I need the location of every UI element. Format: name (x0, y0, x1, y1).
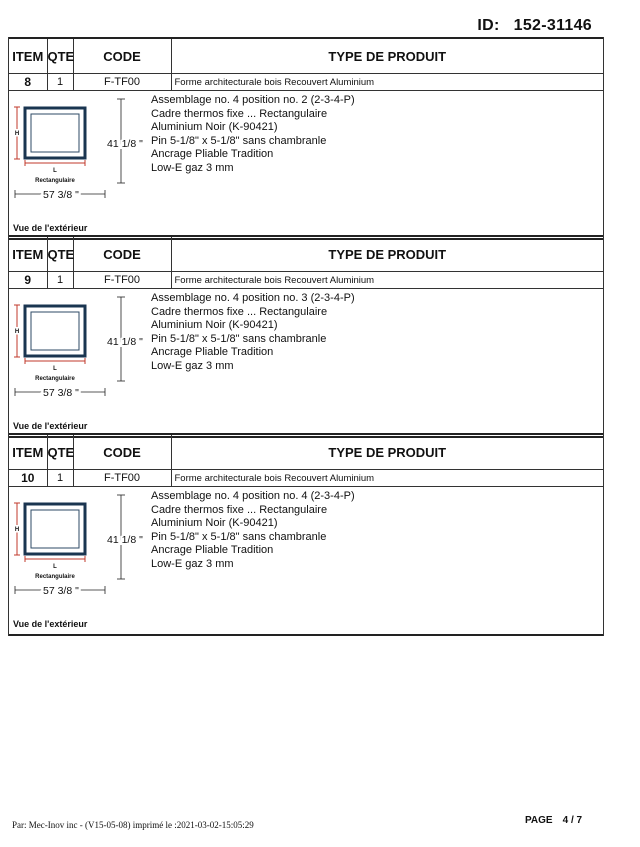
item-type: Forme architecturale bois Recouvert Aluminium (171, 470, 603, 487)
spec-line: Aluminium Noir (K-90421) (151, 121, 278, 134)
window-frame (25, 108, 85, 158)
window-glass (31, 510, 79, 548)
item-type: Forme architecturale bois Recouvert Aluminium (171, 272, 603, 289)
spec-line: Assemblage no. 4 position no. 2 (2-3-4-P) (151, 94, 355, 106)
col-qte-header: QTE (47, 38, 73, 74)
page-label: PAGE (525, 815, 553, 826)
item-code: F-TF00 (73, 272, 171, 289)
spec-line: Ancrage Pliable Tradition (151, 346, 274, 359)
spec-list (151, 490, 355, 572)
window-diagram (11, 289, 151, 436)
shape-label: Rectangulaire (35, 574, 75, 580)
item-header-table (9, 235, 603, 289)
spec-line: Ancrage Pliable Tradition (151, 544, 274, 557)
page-number: 4 / 7 (562, 815, 583, 826)
col-code-header: CODE (73, 236, 171, 272)
col-type-header: TYPE DE PRODUIT (171, 236, 603, 272)
spec-line: Ancrage Pliable Tradition (151, 148, 274, 161)
view-label: Vue de l'extérieur (13, 619, 88, 629)
shape-label: Rectangulaire (35, 178, 75, 184)
width-label: 57 3/8 " (43, 387, 79, 399)
item-code: F-TF00 (73, 470, 171, 487)
h-letter: H (14, 527, 20, 533)
view-label: Vue de l'extérieur (13, 223, 88, 233)
col-item-header: ITEM (9, 434, 47, 470)
width-label: 57 3/8 " (43, 189, 79, 201)
col-type-header: TYPE DE PRODUIT (171, 434, 603, 470)
col-item-header: ITEM (9, 38, 47, 74)
spec-line: Pin 5-1/8" x 5-1/8" sans chambranle (151, 134, 327, 147)
print-info: Par: Mec-Inov inc - (V15-05-08) imprimé le :2021-03-02-15:05:29 (12, 820, 254, 830)
spec-line: Aluminium Noir (K-90421) (151, 319, 278, 332)
col-code-header: CODE (73, 38, 171, 74)
h-letter: H (14, 329, 20, 335)
item-body (9, 289, 603, 438)
item-body (9, 91, 603, 240)
col-qte-header: QTE (47, 236, 73, 272)
spec-line: Low-E gaz 3 mm (151, 161, 234, 174)
spec-line: Low-E gaz 3 mm (151, 359, 234, 372)
window-diagram (11, 487, 151, 634)
item-body (9, 487, 603, 636)
shape-label: Rectangulaire (35, 376, 75, 382)
item-number: 10 (9, 470, 47, 487)
item-number: 8 (9, 74, 47, 91)
height-label: 41 1/8 " (107, 138, 143, 150)
item-block (8, 235, 604, 438)
spec-list (151, 292, 355, 374)
window-diagram (11, 91, 151, 238)
spec-line: Cadre thermos fixe ... Rectangulaire (151, 107, 328, 120)
window-frame (25, 504, 85, 554)
document-id (477, 17, 592, 35)
item-type: Forme architecturale bois Recouvert Aluminium (171, 74, 603, 91)
item-header-table (9, 37, 603, 91)
page-indicator (525, 815, 582, 826)
spec-line: Assemblage no. 4 position no. 3 (2-3-4-P) (151, 292, 355, 304)
l-letter: L (53, 564, 57, 570)
window-frame (25, 306, 85, 356)
col-code-header: CODE (73, 434, 171, 470)
item-code: F-TF00 (73, 74, 171, 91)
window-glass (31, 114, 79, 152)
item-qte: 1 (47, 272, 73, 289)
height-label: 41 1/8 " (107, 534, 143, 546)
spec-list (151, 94, 355, 176)
h-letter: H (14, 131, 20, 137)
spec-line: Cadre thermos fixe ... Rectangulaire (151, 305, 328, 318)
id-value: 152-31146 (513, 17, 592, 34)
item-qte: 1 (47, 470, 73, 487)
spec-line: Cadre thermos fixe ... Rectangulaire (151, 503, 328, 516)
col-type-header: TYPE DE PRODUIT (171, 38, 603, 74)
window-glass (31, 312, 79, 350)
col-qte-header: QTE (47, 434, 73, 470)
spec-line: Pin 5-1/8" x 5-1/8" sans chambranle (151, 332, 327, 345)
id-label: ID: (477, 17, 500, 34)
item-number: 9 (9, 272, 47, 289)
height-label: 41 1/8 " (107, 336, 143, 348)
item-block (8, 433, 604, 636)
l-letter: L (53, 168, 57, 174)
spec-line: Pin 5-1/8" x 5-1/8" sans chambranle (151, 530, 327, 543)
view-label: Vue de l'extérieur (13, 421, 88, 431)
item-header-table (9, 433, 603, 487)
item-qte: 1 (47, 74, 73, 91)
col-item-header: ITEM (9, 236, 47, 272)
l-letter: L (53, 366, 57, 372)
spec-line: Assemblage no. 4 position no. 4 (2-3-4-P) (151, 490, 355, 502)
item-block (8, 37, 604, 240)
width-label: 57 3/8 " (43, 585, 79, 597)
spec-line: Low-E gaz 3 mm (151, 557, 234, 570)
spec-line: Aluminium Noir (K-90421) (151, 517, 278, 530)
